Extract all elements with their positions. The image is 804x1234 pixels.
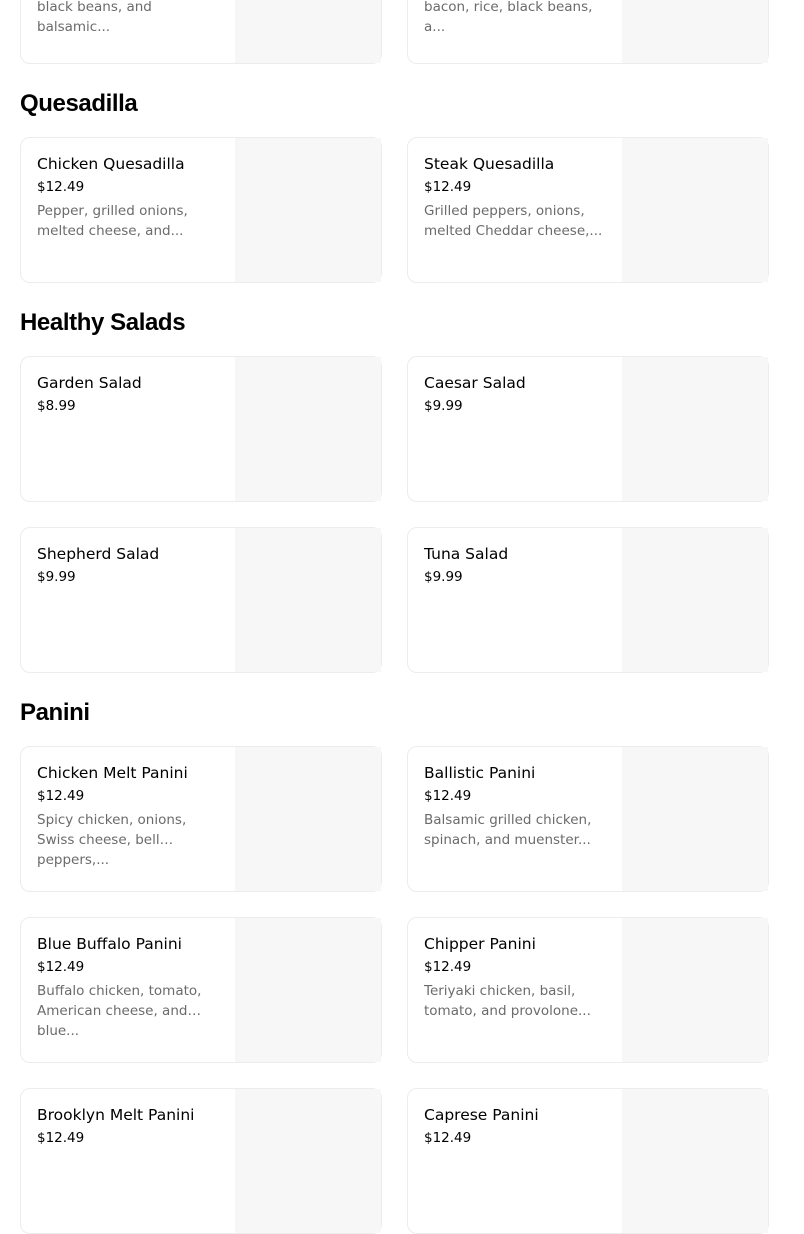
menu-item-price: $12.49 [424,1130,472,1146]
menu-item-name: Chicken Quesadilla [37,155,185,173]
menu-item-price: $12.49 [37,788,85,804]
menu-item-price: $9.99 [37,569,76,585]
menu-item-image [622,0,768,63]
menu-item-name: Chicken Melt Panini [37,764,188,782]
menu-item-image [235,357,381,501]
menu-item-image [622,138,768,282]
menu-item-description: Grilled peppers, onions, melted Cheddar cheese,... [424,203,603,239]
menu-item-card[interactable] [20,137,382,283]
menu-item-name: Tuna Salad [424,545,509,563]
menu-item-image [235,1089,381,1233]
menu-item-name: Ballistic Panini [424,764,536,782]
menu-item-name: Shepherd Salad [37,545,160,563]
menu-item-image [622,357,768,501]
menu-item-price: $8.99 [37,398,76,414]
menu-item-description: black beans, and balsamic... [37,0,152,35]
menu-item-image [235,0,381,63]
menu-item-image [622,1089,768,1233]
menu-item-card[interactable] [407,1088,769,1234]
menu-item-image [622,747,768,891]
menu-item-price: $12.49 [424,179,472,195]
menu-item-name: Caesar Salad [424,374,526,392]
menu-item-card[interactable] [407,746,769,892]
menu-item-card[interactable] [407,0,769,64]
menu-item-image [235,138,381,282]
menu-item-description: Buffalo chicken, tomato, American cheese, and blue... [37,983,202,1039]
menu-item-price: $9.99 [424,398,463,414]
menu-item-price: $12.49 [37,1130,85,1146]
menu-item-card[interactable] [20,527,382,673]
menu-item-name: Steak Quesadilla [424,155,555,173]
menu-item-price: $9.99 [424,569,463,585]
menu-item-card[interactable] [407,917,769,1063]
menu-item-image [235,747,381,891]
menu-item-name: Caprese Panini [424,1106,539,1124]
menu-item-card[interactable] [20,1088,382,1234]
menu-item-price: $12.49 [37,959,85,975]
menu-item-image [235,918,381,1062]
menu-item-price: $12.49 [424,959,472,975]
menu-item-description: bacon, rice, black beans, a... [424,0,593,35]
menu-item-price: $12.49 [37,179,85,195]
menu-item-description: Teriyaki chicken, basil, tomato, and provolone... [424,983,591,1019]
menu-item-name: Brooklyn Melt Panini [37,1106,195,1124]
menu-item-image [235,528,381,672]
menu-item-card[interactable] [20,356,382,502]
section-title-quesadilla: Quesadilla [20,90,138,117]
menu-item-name: Blue Buffalo Panini [37,935,182,953]
menu-item-name: Chipper Panini [424,935,536,953]
section-title-panini: Panini [20,699,90,726]
menu-item-name: Garden Salad [37,374,142,392]
menu-item-description: Balsamic grilled chicken, spinach, and muenster... [424,812,592,848]
menu-item-description: Spicy chicken, onions, Swiss cheese, bell peppers,... [37,812,187,868]
menu-item-card[interactable] [20,917,382,1063]
menu-item-card[interactable] [407,527,769,673]
menu-item-card[interactable] [407,137,769,283]
menu-item-price: $12.49 [424,788,472,804]
menu-item-card[interactable] [407,356,769,502]
menu-item-description: Pepper, grilled onions, melted cheese, and... [37,203,188,239]
section-title-healthy-salads: Healthy Salads [20,309,186,336]
menu-item-card[interactable] [20,0,382,64]
menu-item-card[interactable] [20,746,382,892]
menu-item-image [622,918,768,1062]
menu-item-image [622,528,768,672]
